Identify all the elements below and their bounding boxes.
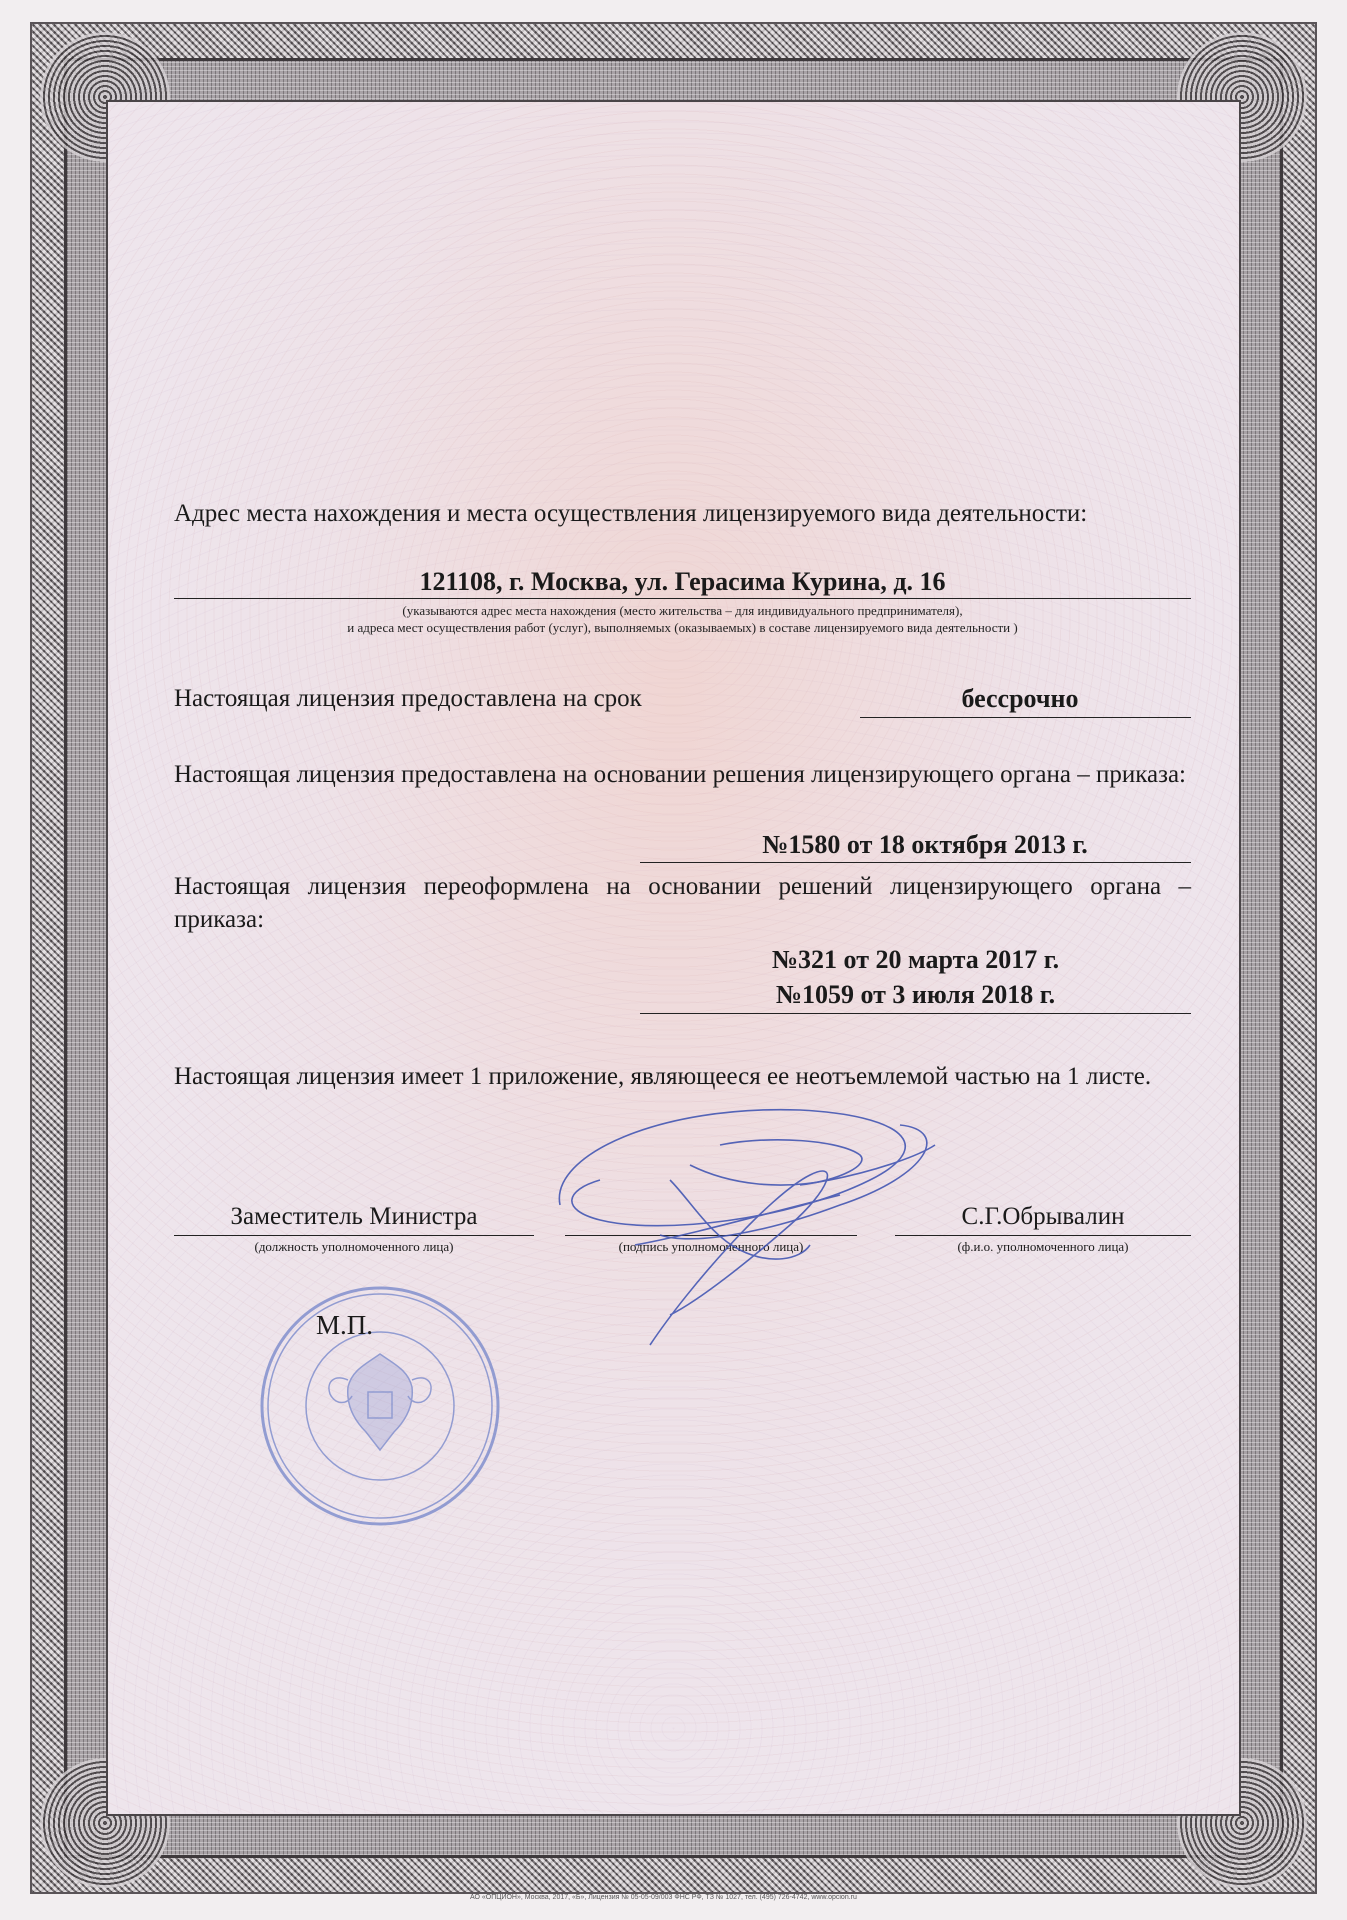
seal-place-label: М.П. — [316, 1310, 374, 1340]
address-hint-line1: (указываются адрес места нахождения (место жительства – для индивидуального предпринимателя), — [402, 603, 963, 618]
basis-text: Настоящая лицензия предоставлена на основании решения лицензирующего органа – приказа: — [174, 761, 1186, 788]
reissue-order-1: №321 от 20 марта 2017 г. — [771, 945, 1060, 974]
basis-underline — [640, 862, 1191, 863]
term-underline — [860, 717, 1191, 718]
term-label: Настоящая лицензия предоставлена на срок — [174, 685, 642, 712]
signatory-name: С.Г.Обрывалин — [961, 1203, 1125, 1230]
position-underline — [174, 1235, 534, 1236]
address-underline — [174, 598, 1191, 599]
signature-caption: (подпись уполномоченного лица) — [618, 1239, 804, 1254]
address-value: 121108, г. Москва, ул. Герасима Курина, д. 16 — [419, 567, 946, 596]
address-hint-line2: и адреса мест осуществления работ (услуг), выполняемых (оказываемых) в составе лицензируемого вида деятельности ) — [347, 620, 1018, 635]
handwritten-signature-icon — [540, 1085, 960, 1355]
address-intro: Адрес места нахождения и места осуществления лицензируемого вида деятельности: — [174, 500, 1088, 527]
reissue-underline — [640, 1013, 1191, 1014]
name-caption: (ф.и.о. уполномоченного лица) — [957, 1239, 1129, 1254]
official-seal-icon — [256, 1282, 504, 1530]
printer-footer-note: АО «ОПЦИОН», Москва, 2017, «Б», Лицензия № 05-05-09/003 ФНС РФ, ТЗ № 1027, тел. (495) 726-4742, www.opcion.ru — [470, 1894, 857, 1901]
appendix-text: Настоящая лицензия имеет 1 приложение, являющееся ее неотъемлемой частью на 1 листе. — [174, 1063, 1152, 1090]
basis-order: №1580 от 18 октября 2013 г. — [762, 830, 1088, 859]
signatory-position: Заместитель Министра — [230, 1203, 478, 1230]
reissue-text: Настоящая лицензия переоформлена на основании решений лицензирующего органа – приказа: — [174, 873, 1191, 933]
term-value: бессрочно — [961, 684, 1079, 713]
reissue-order-2: №1059 от 3 июля 2018 г. — [775, 980, 1056, 1009]
position-caption: (должность уполномоченного лица) — [254, 1239, 454, 1254]
